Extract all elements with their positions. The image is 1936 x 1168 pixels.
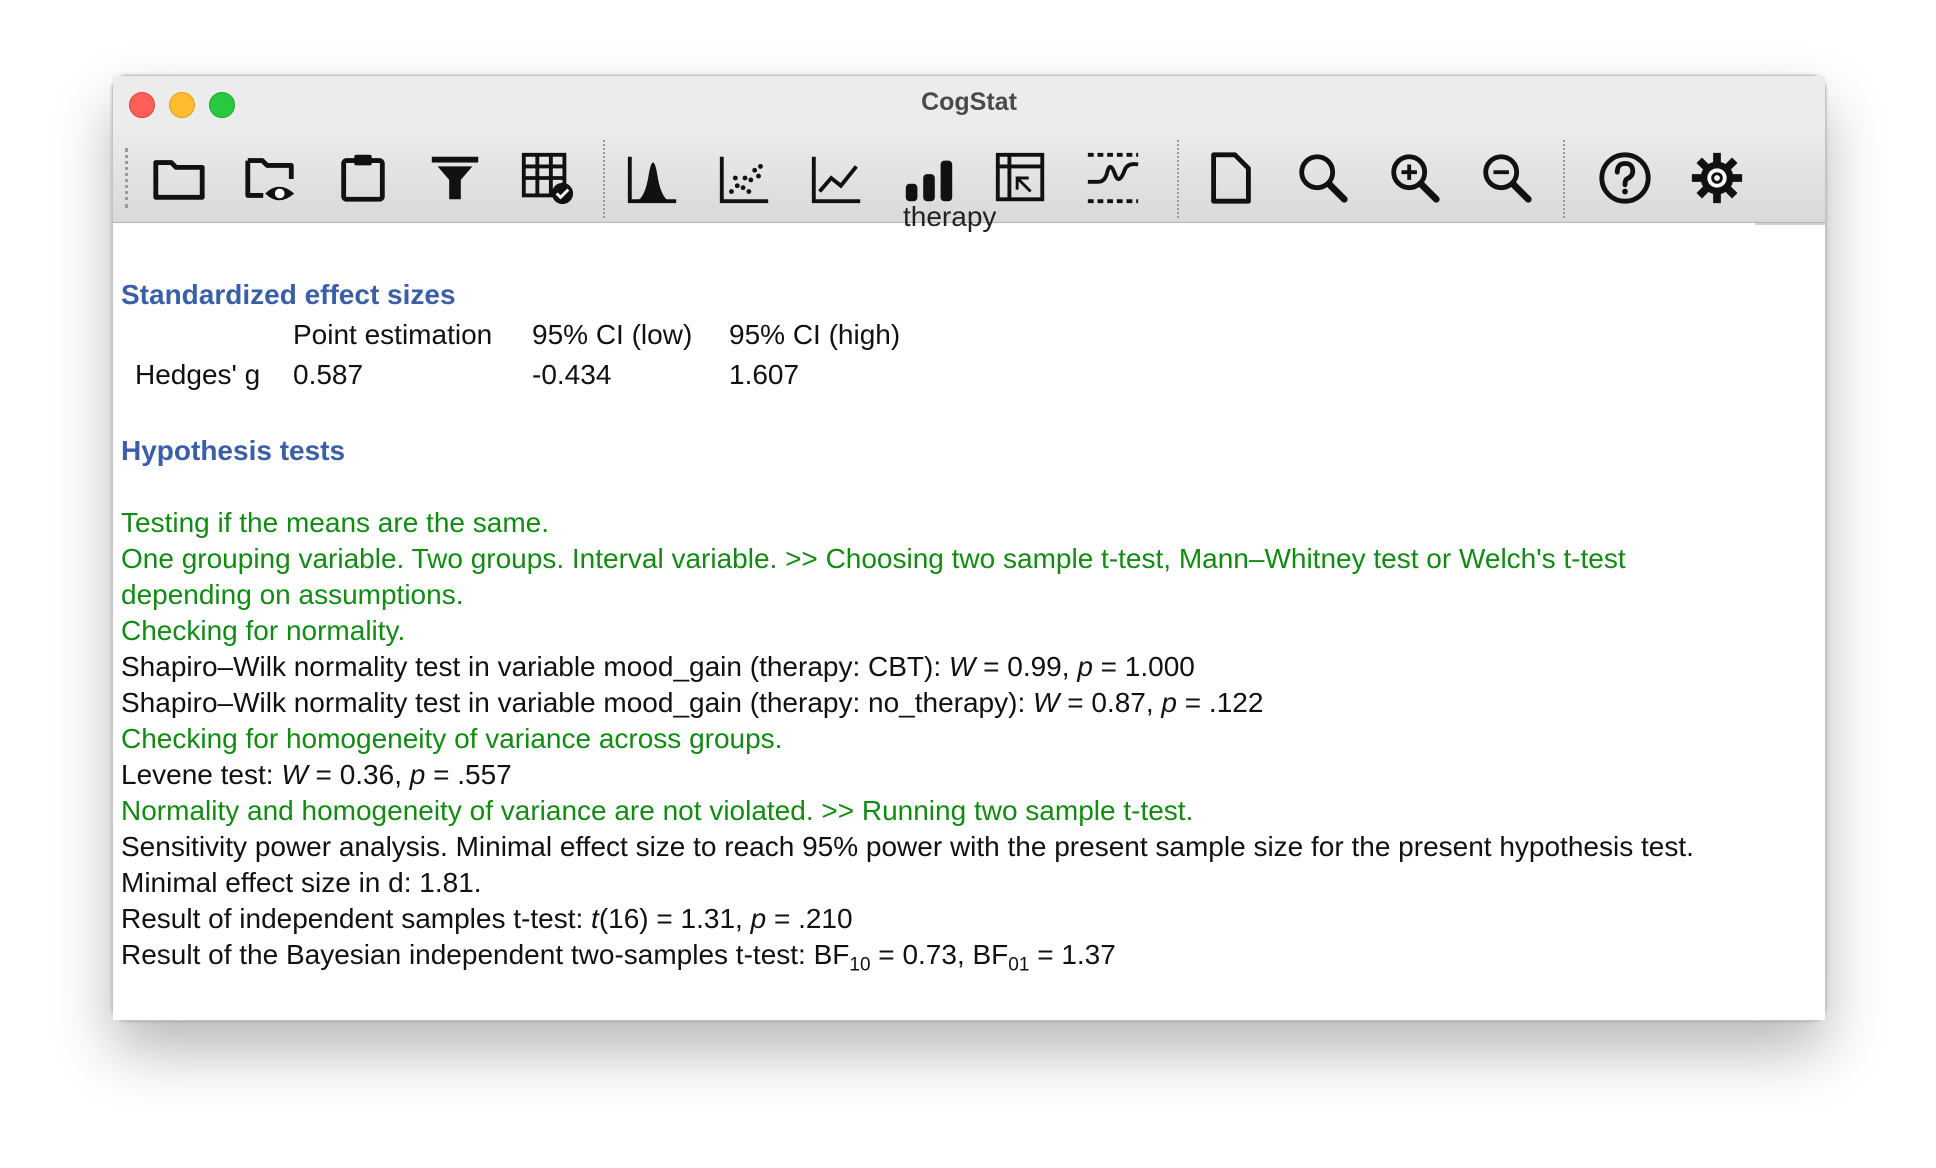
table-row-label: Hedges' g: [135, 359, 261, 390]
table-header-ci-high: 95% CI (high): [729, 319, 901, 350]
not-violated-line: Normality and homogeneity of variance are not violated. >> Running two sample t-test.: [121, 795, 1194, 826]
ttest-p: p: [750, 903, 767, 934]
window-title: CogStat: [921, 88, 1017, 116]
grouping-line-1: One grouping variable. Two groups. Interval variable. >> Choosing two sample t-test, Mann–Whitney test or Welch's t-test: [121, 543, 1626, 574]
scroll-edge: [1755, 223, 1825, 225]
sw1-p: p: [1077, 651, 1093, 682]
toolbar-separator: [1177, 140, 1179, 218]
sw2-p: p: [1161, 687, 1177, 718]
toolbar-grip[interactable]: [125, 148, 132, 208]
sw1-end: = 1.000: [1092, 651, 1195, 682]
bayes-end: = 1.37: [1029, 939, 1116, 970]
new-document-icon[interactable]: [1199, 146, 1263, 210]
ttest-result-line: [121, 901, 853, 937]
homogeneity-check-line: Checking for homogeneity of variance across groups.: [121, 723, 783, 754]
normality-check-line: Checking for normality.: [121, 615, 406, 646]
app-window: [112, 75, 1826, 1021]
zoom-in-icon[interactable]: [1383, 146, 1447, 210]
levene-line: [121, 757, 512, 793]
effect-sizes-heading: Standardized effect sizes: [121, 279, 456, 310]
title-bar: [113, 76, 1825, 134]
table-cell-ci-low: -0.434: [532, 359, 612, 390]
bayes-prefix: Result of the Bayesian independent two-samples t-test: BF: [121, 939, 850, 970]
ttest-prefix: Result of independent samples t-test:: [121, 903, 592, 934]
shapiro-wilk-line-1: [121, 649, 1195, 685]
sw2-end: = .122: [1177, 687, 1264, 718]
find-icon[interactable]: [1291, 146, 1355, 210]
hypothesis-heading: Hypothesis tests: [121, 435, 346, 466]
toolbar-separator: [1563, 140, 1565, 218]
sw2-w: W: [1033, 687, 1060, 718]
levene-p: p: [409, 759, 426, 790]
bayes-result-line: [121, 937, 1116, 984]
levene-mid: = 0.36,: [307, 759, 410, 790]
zoom-out-icon[interactable]: [1475, 146, 1539, 210]
minimal-effect-line: Minimal effect size in d: 1.81.: [121, 867, 482, 898]
compare-repeated-icon[interactable]: [805, 146, 869, 210]
bayes-sub-10: 10: [849, 954, 871, 976]
sw1-mid: = 0.99,: [975, 651, 1078, 682]
help-icon[interactable]: [1593, 146, 1657, 210]
ttest-mid: (16) = 1.31,: [598, 903, 751, 934]
sw2-prefix: Shapiro–Wilk normality test in variable mood_gain (therapy: no_therapy):: [121, 687, 1034, 718]
ttest-end: = .210: [766, 903, 853, 934]
paste-data-icon[interactable]: [331, 146, 395, 210]
check-data-icon[interactable]: [515, 146, 579, 210]
shapiro-wilk-line-2: [121, 685, 1263, 721]
reliability-icon[interactable]: [1081, 146, 1145, 210]
sw1-prefix: Shapiro–Wilk normality test in variable mood_gain (therapy: CBT):: [121, 651, 949, 682]
table-cell-ci-high: 1.607: [729, 359, 800, 390]
bayes-mid: = 0.73, BF: [870, 939, 1009, 970]
table-header-point: Point estimation: [293, 319, 493, 350]
chart-title-partial: therapy: [903, 201, 997, 232]
toolbar-separator: [603, 140, 605, 218]
open-data-icon[interactable]: [147, 146, 211, 210]
testing-line: Testing if the means are the same.: [121, 507, 549, 538]
sensitivity-line: Sensitivity power analysis. Minimal effect size to reach 95% power with the present sample size for the present hypothesis test.: [121, 831, 1694, 862]
levene-prefix: Levene test:: [121, 759, 282, 790]
open-demo-icon[interactable]: [239, 146, 303, 210]
grouping-line-2: depending on assumptions.: [121, 579, 464, 610]
levene-w: W: [281, 759, 308, 790]
explore-relation-icon[interactable]: [713, 146, 777, 210]
filter-icon[interactable]: [423, 146, 487, 210]
results-pane[interactable]: [113, 201, 1825, 1020]
levene-end: = .557: [425, 759, 512, 790]
pivot-table-icon[interactable]: [989, 146, 1053, 210]
bayes-sub-01: 01: [1008, 954, 1030, 976]
table-header-ci-low: 95% CI (low): [532, 319, 693, 350]
ttest-t: t: [591, 903, 599, 934]
explore-variable-icon[interactable]: [621, 146, 685, 210]
settings-icon[interactable]: [1685, 146, 1749, 210]
table-cell-point: 0.587: [293, 359, 364, 390]
sw2-mid: = 0.87,: [1059, 687, 1162, 718]
sw1-w: W: [948, 651, 976, 682]
